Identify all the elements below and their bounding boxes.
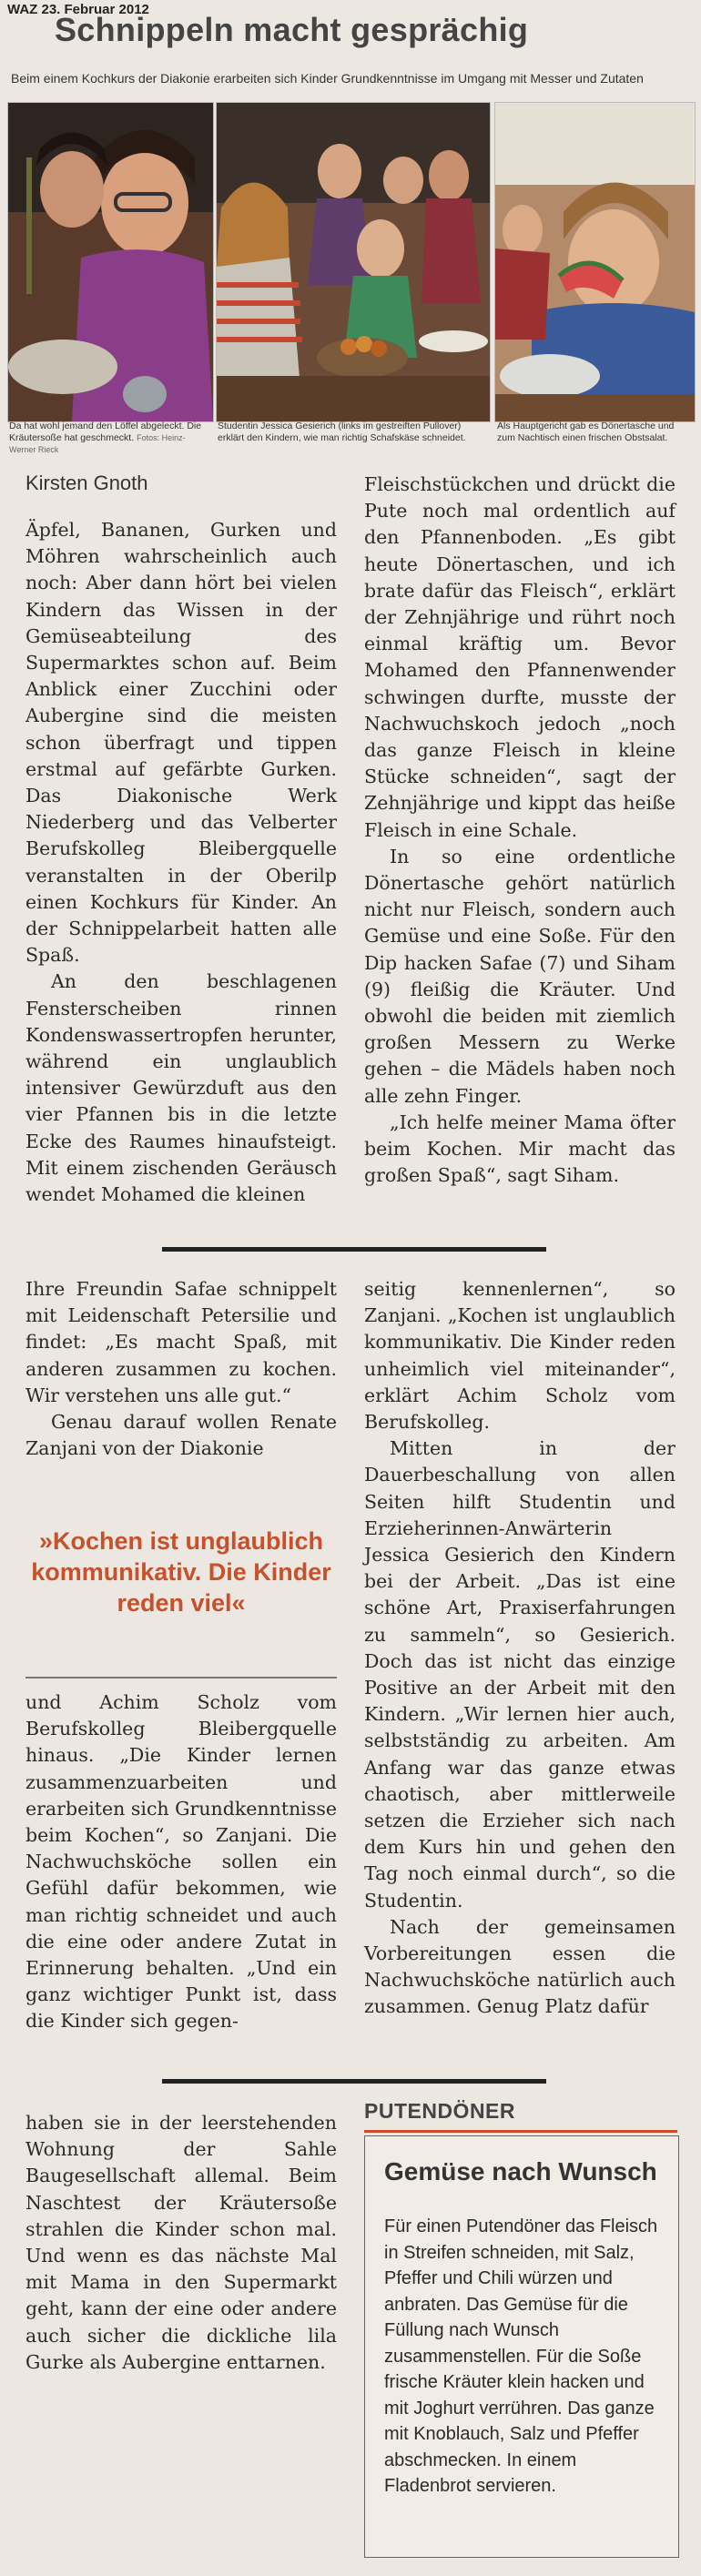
paragraph: seitig kennenlernen“, so Zanjani. „Kochen ist unglaublich kommunikativ. Die Kinder reden unheimlich viel miteinander“, erklärt Achim Scholz vom Berufskolleg.	[364, 1278, 676, 1434]
section-divider	[162, 1247, 546, 1252]
sidebar-accent-line	[364, 2130, 677, 2133]
paragraph: Nach der gemeinsamen Vorbereitungen essen die Nachwuchsköche natürlich auch zusammen. Genug Platz dafür	[364, 1915, 676, 2018]
article-column-1	[25, 517, 337, 1208]
section-divider	[162, 2079, 546, 2084]
photo-caption-1	[9, 421, 211, 456]
photo-credit: Fotos: Heinz-Werner Rieck	[9, 433, 186, 454]
sidebar-label: PUTENDÖNER	[364, 2099, 516, 2123]
article-column-3b	[25, 1689, 337, 2035]
photo-cooking-table	[216, 102, 491, 422]
article-column-2	[364, 472, 676, 1189]
paragraph: Fleischstückchen und drückt die Pute noch mal ordentlich auf den Pfannenboden. „Es gibt heute Dönertaschen, und ich brate dafür das Fleisch“, erklärt der Zehnjährige und rührt noch einmal kräftig um. Bevor Mohamed den Pfannenwender schwingen durfte, musste der Nachwuchskoch jedoch „noch das ganze Fleisch in kleine Stücke schneiden“, sagt der Zehnjährige und kippt das heiße Fleisch in eine Schale.	[364, 473, 676, 841]
recipe-title: Gemüse nach Wunsch	[384, 2157, 657, 2186]
caption-text: Da hat wohl jemand den Löffel abgeleckt. Die Kräutersoße hat geschmeckt.	[9, 421, 202, 443]
paragraph: „Ich helfe meiner Mama öfter beim Kochen. Mir macht das großen Spaß“, sagt Siham.	[364, 1111, 676, 1187]
paragraph: Genau darauf wollen Renate Zanjani von der Diakonie	[25, 1411, 337, 1460]
subheadline: Beim einem Kochkurs der Diakonie erarbeiten sich Kinder Grundkenntnisse im Umgang mit Messer und Zutaten	[11, 71, 644, 86]
paragraph: haben sie in der leerstehenden Wohnung der Sahle Baugesellschaft allemal. Beim Naschtest der Kräutersoße strahlen die Kinder schon mal. Und wenn es das nächste Mal mit Mama in den Supermarkt geht, kann der eine oder andere auch sicher die dickliche lila Gurke als Aubergine enttarnen.	[25, 2112, 337, 2373]
article-column-4	[364, 1276, 676, 2021]
paragraph: In so eine ordentliche Dönertasche gehört natürlich nicht nur Fleisch, sondern auch Gemüse und eine Soße. Für den Dip hacken Safae (7) und Siham (9) fleißig die Kräuter. Und obwohl die beiden mit ziemlich großen Messern zu Werke gehen – die Mädels haben noch alle zehn Finger.	[364, 845, 676, 1107]
paragraph: An den beschlagenen Fensterscheiben rinnen Kondenswassertropfen herunter, während ein unglaublich intensiver Gewürzduft aus den vier Pfannen bis in die letzte Ecke des Raumes hinaufsteigt. Mit einem zischenden Geräusch wendet Mohamed die kleinen	[25, 970, 337, 1206]
issue-date: WAZ 23. Februar 2012	[7, 2, 149, 17]
recipe-text: Für einen Putendöner das Fleisch in Streifen schneiden, mit Salz, Pfeffer und Chili würzen und anbraten. Das Gemüse für die Füllung nach Wunsch zusammenstellen. Für die Soße frische Kräuter klein hacken und mit Joghurt verrühren. Das ganze mit Knoblauch, Salz und Pfeffer abschmecken. In einem Fladenbrot servieren.	[384, 2216, 658, 2496]
photo-girls-cooking	[7, 102, 214, 422]
paragraph: Ihre Freundin Safae schnippelt mit Leidenschaft Petersilie und findet: „Es macht Spaß, mit anderen zusammen zu kochen. Wir verstehen uns alle gut.“	[25, 1278, 337, 1406]
author-name: Kirsten Gnoth	[25, 472, 148, 494]
headline: Schnippeln macht gesprächig	[55, 11, 529, 48]
quote-divider	[25, 1677, 337, 1678]
pull-quote: »Kochen ist unglaublich kommunikativ. Die Kinder reden viel«	[31, 1527, 331, 1617]
paragraph: Äpfel, Bananen, Gurken und Möhren wahrscheinlich auch noch: Aber dann hört bei vielen Kindern das Wissen in der Gemüseabteilung des Supermarktes schon auf. Beim Anblick einer Zucchini oder Aubergine sind die meisten schon überfragt und tippen erstmal auf gefärbte Gurken. Das Diakonische Werk Niederberg und das Velberter Berufskolleg Bleibergquelle veranstalten in der Oberilp einen Kochkurs für Kinder. An der Schnippelarbeit hatten alle Spaß.	[25, 519, 337, 967]
article-column-5	[25, 2110, 337, 2376]
paragraph: Mitten in der Dauerbeschallung von allen Seiten hilft Studentin und Erzieherinnen-Anwärterin Jessica Gesierich den Kindern bei der Arbeit. „Das ist eine schöne Art, Praxiserfahrungen zu sammeln“, so Gesierich. Doch das ist nicht das einzige Positive an der Arbeit mit den Kindern. „Wir lernen hier auch, selbstständig zu arbeiten. Am Anfang war das ganze etwas chaotisch, aber mittlerweile setzen die Erzieher sich nach dem Kurs hin und gehen den Tag noch einmal durch“, so die Studentin.	[364, 1437, 676, 1912]
article-column-3	[25, 1276, 337, 1462]
photo-caption-3: Als Hauptgericht gab es Dönertasche und zum Nachtisch einen frischen Obstsalat.	[497, 421, 675, 443]
paragraph: und Achim Scholz vom Berufskolleg Bleibergquelle hinaus. „Die Kinder lernen zusammenzuarbeiten und erarbeiten sich Grundkenntnisse beim Kochen“, so Zanjani. Die Nachwuchsköche sollen ein Gefühl dafür bekommen, wie man richtig schneidet und auch die eine oder andere Zutat in Erinnerung behalten. „Und ein ganz wichtiger Punkt ist, dass die Kinder sich gegen-	[25, 1691, 337, 2033]
photo-caption-2: Studentin Jessica Gesierich (links im gestreiften Pullover) erklärt den Kindern, wie man richtig Schafskäse schneidet.	[218, 421, 466, 443]
photo-boy-watermelon	[494, 102, 696, 422]
